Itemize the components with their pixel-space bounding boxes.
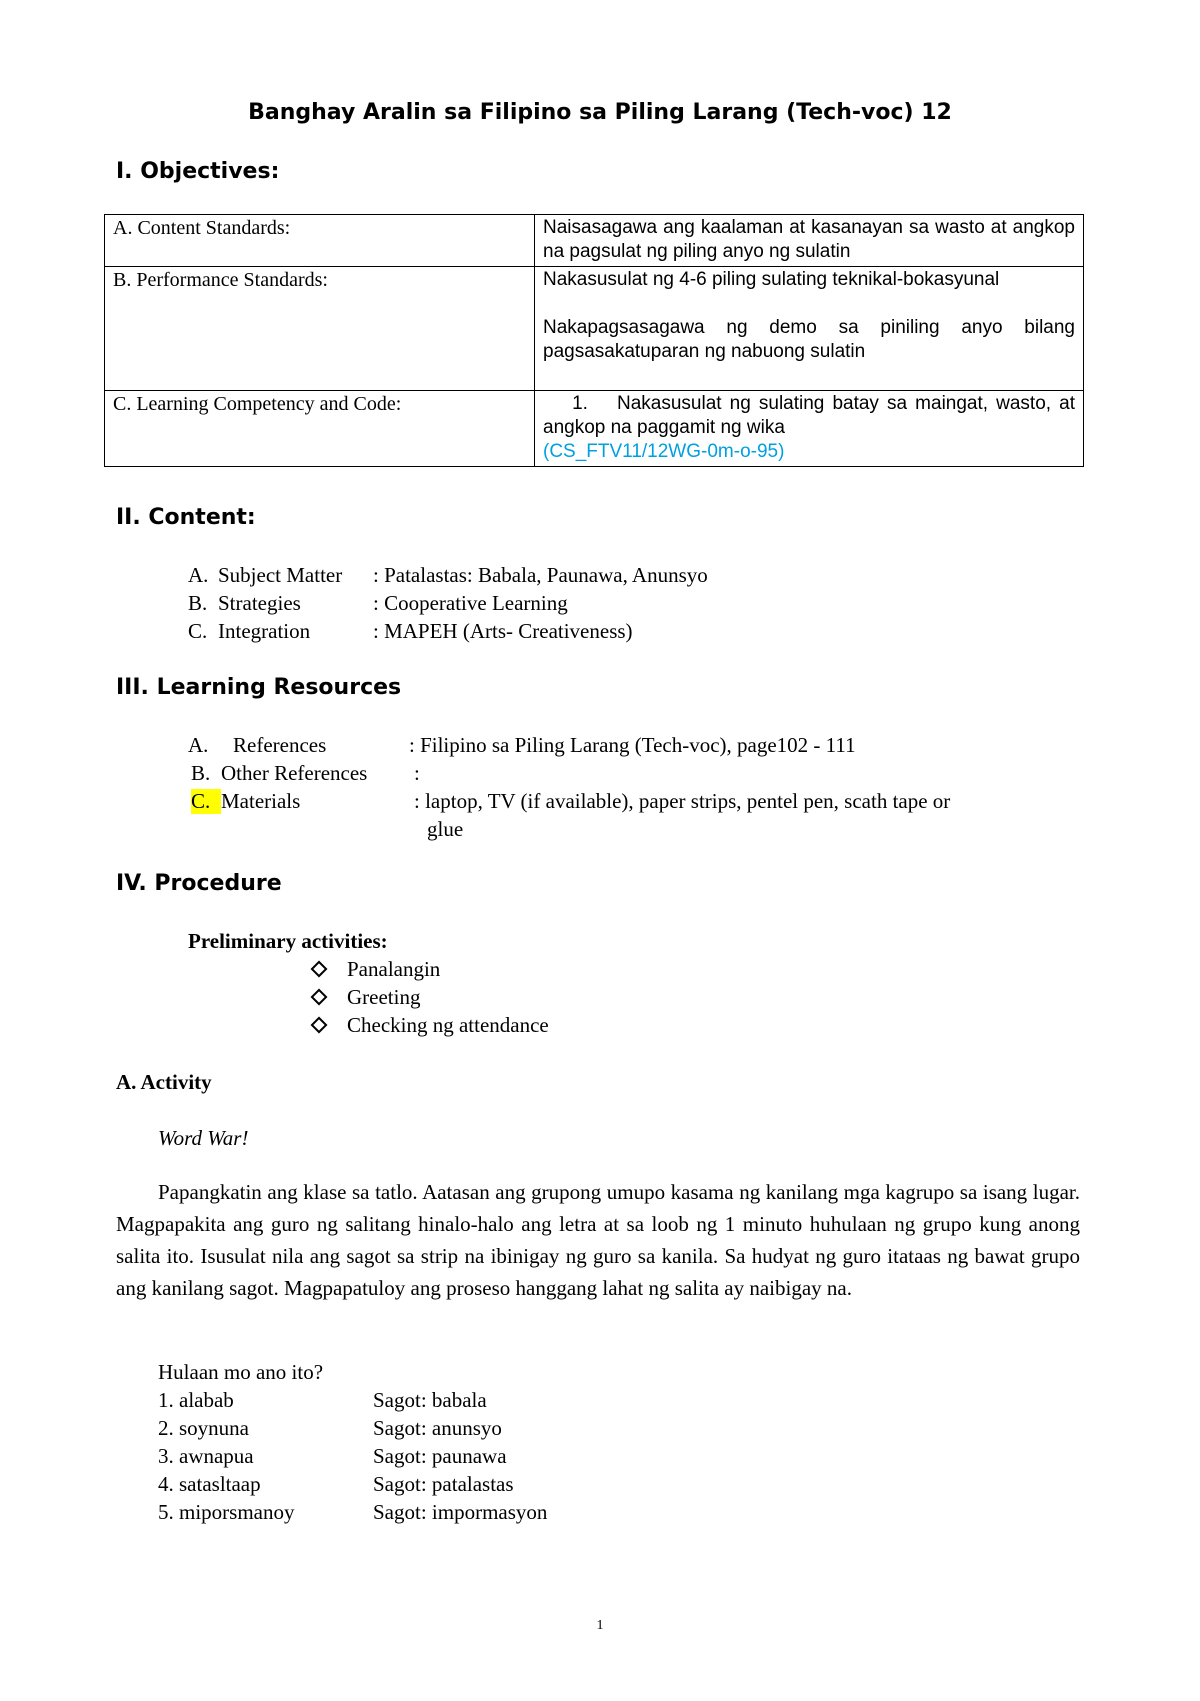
list-item: B. Other References xyxy=(191,761,368,785)
list-item: C. Materials xyxy=(191,789,301,813)
list-item-value-continued: glue xyxy=(427,817,464,841)
performance-standards-value-2: Nakapagsasagawa ng demo sa piniling anyo bilang pagsasakatuparan ng nabuong sulatin xyxy=(543,317,1075,362)
answer-text: Sagot: impormasyon xyxy=(373,1500,548,1524)
list-item: B. Strategies xyxy=(188,591,301,615)
content-heading: II. Content: xyxy=(116,505,256,530)
list-item-value: : Patalastas: Babala, Paunawa, Anunsyo xyxy=(373,563,708,587)
learning-competency-label: C. Learning Competency and Code: xyxy=(105,391,535,467)
activity-title: Word War! xyxy=(158,1126,249,1150)
answer-text: Sagot: paunawa xyxy=(373,1444,507,1468)
competency-code: (CS_FTV11/12WG-0m-o-95) xyxy=(543,441,785,462)
list-item-value: : xyxy=(414,761,420,785)
list-item: A. References xyxy=(188,733,327,757)
learning-resources-heading: III. Learning Resources xyxy=(116,675,402,700)
highlighted-marker: C. xyxy=(191,789,221,814)
question-text: Hulaan mo ano ito? xyxy=(158,1360,324,1384)
learning-competency-value: Nakasusulat ng sulating batay sa maingat, wasto, at angkop na paggamit ng wika xyxy=(543,393,1075,438)
scrambled-word: 1. alabab xyxy=(158,1388,234,1412)
scrambled-word: 3. awnapua xyxy=(158,1444,254,1468)
activity-heading: A. Activity xyxy=(116,1070,212,1094)
table-row xyxy=(105,267,1084,391)
table-row xyxy=(105,215,1084,267)
performance-standards-label: B. Performance Standards: xyxy=(105,267,535,391)
list-item-value: : laptop, TV (if available), paper strips, pentel pen, scath tape or xyxy=(414,789,951,813)
learning-competency-cell xyxy=(535,391,1084,467)
scrambled-word: 4. satasltaap xyxy=(158,1472,261,1496)
performance-standards-value-1: Nakasusulat ng 4-6 piling sulating teknikal-bokasyunal xyxy=(543,269,1000,290)
list-item: C. Integration xyxy=(188,619,311,643)
answer-text: Sagot: patalastas xyxy=(373,1472,514,1496)
document-title: Banghay Aralin sa Filipino sa Piling Larang (Tech-voc) 12 xyxy=(248,100,952,125)
content-standards-value: Naisasagawa ang kaalaman at kasanayan sa wasto at angkop na pagsulat ng piling anyo ng sulatin xyxy=(535,215,1084,267)
performance-standards-cell xyxy=(535,267,1084,391)
competency-number: 1. xyxy=(572,393,588,414)
objectives-table xyxy=(104,214,1084,467)
list-item-value: : Cooperative Learning xyxy=(373,591,568,615)
list-item: A. Subject Matter xyxy=(188,563,343,587)
diamond-bullet-icon xyxy=(311,1017,328,1034)
content-standards-label: A. Content Standards: xyxy=(105,215,535,267)
answer-text: Sagot: babala xyxy=(373,1388,487,1412)
list-item-value: : Filipino sa Piling Larang (Tech-voc), page102 - 111 xyxy=(409,733,856,757)
list-item: Checking ng attendance xyxy=(311,1013,549,1038)
list-item: Greeting xyxy=(311,985,420,1010)
page-number: 1 xyxy=(596,1618,604,1633)
diamond-bullet-icon xyxy=(311,961,328,978)
objectives-heading: I. Objectives: xyxy=(116,159,280,184)
answer-text: Sagot: anunsyo xyxy=(373,1416,502,1440)
list-item-value: : MAPEH (Arts- Creativeness) xyxy=(373,619,633,643)
scrambled-word: 2. soynuna xyxy=(158,1416,249,1440)
table-row xyxy=(105,391,1084,467)
procedure-heading: IV. Procedure xyxy=(116,871,282,896)
activity-paragraph: Papangkatin ang klase sa tatlo. Aatasan ang grupong umupo kasama ng kanilang mga kagrupo sa isang lugar. Magpapakita ang guro ng salitang hinalo-halo ang letra at sa loob ng 1 minuto huhulaan ng grupo kung anong salita ito. Isusulat nila ang sagot sa strip na ibinigay ng guro sa kanila. Sa hudyat ng guro itataas ng bawat grupo ang kanilang sagot. Magpapatuloy ang proseso hanggang lahat ng salita ay naibigay na. xyxy=(116,1180,1080,1300)
preliminary-activities-heading: Preliminary activities: xyxy=(188,929,388,953)
diamond-bullet-icon xyxy=(311,989,328,1006)
scrambled-word: 5. miporsmanoy xyxy=(158,1500,295,1524)
list-item: Panalangin xyxy=(311,957,440,982)
